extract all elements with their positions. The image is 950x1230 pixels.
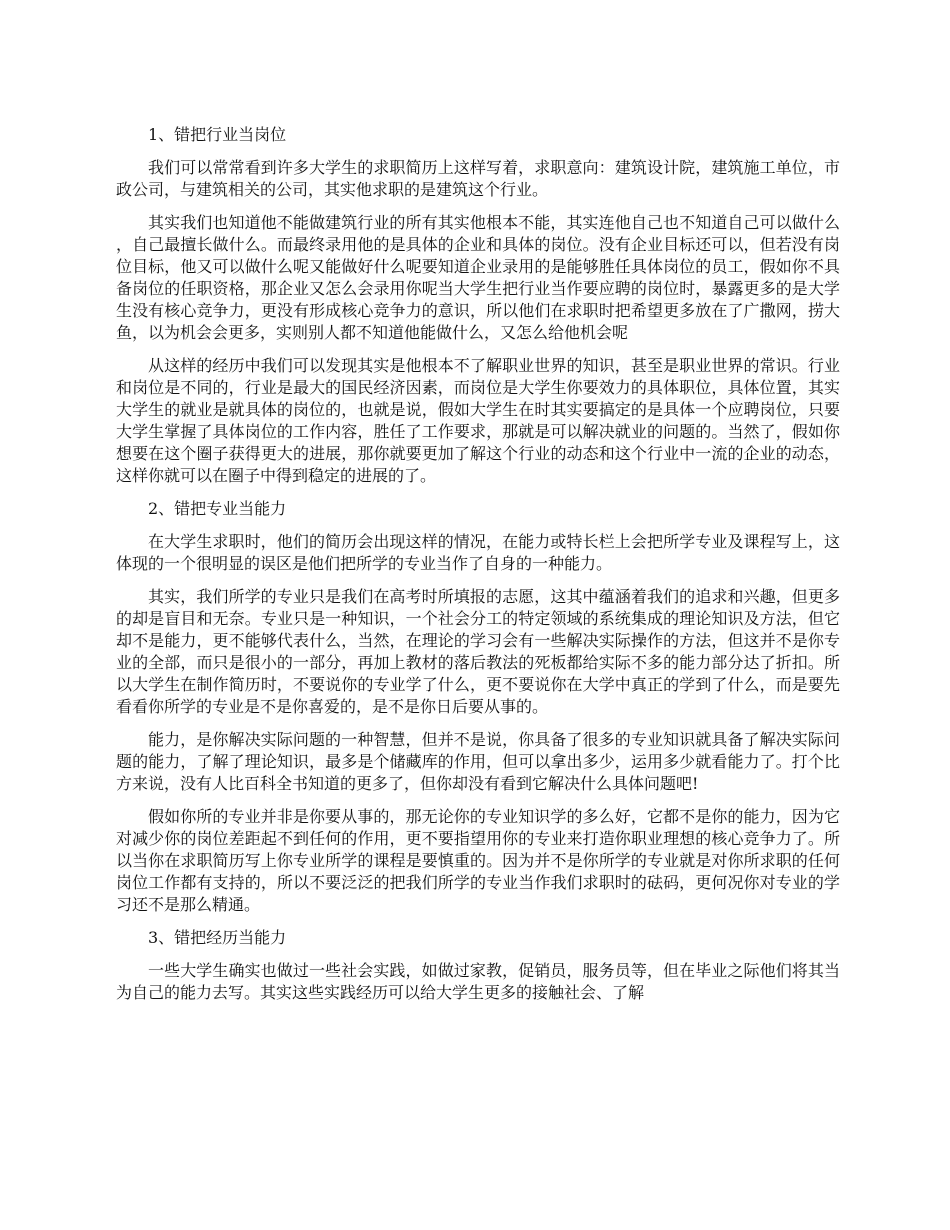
paragraph: 一些大学生确实也做过一些社会实践，如做过家教，促销员，服务员等，但在毕业之际他们将其当为自己的能力去写。其实这些实践经历可以给大学生更多的接触社会、了解: [116, 961, 840, 1002]
paragraph: 能力，是你解决实际问题的一种智慧，但并不是说，你具备了很多的专业知识就具备了解决实际问题的能力，了解了理论知识，最多是个储藏库的作用，但可以拿出多少，运用多少就看能力了。打个比方来说，没有人比百科全书知道的更多了，但你却没有看到它解决什么具体问题吧!: [116, 730, 840, 793]
paragraph: 假如你所的专业并非是你要从事的，那无论你的专业知识学的多么好，它都不是你的能力，因为它对减少你的岗位差距起不到任何的作用，更不要指望用你的专业来打造你职业理想的核心竞争力了。所以当你在求职简历写上你专业所学的课程是要慎重的。因为并不是你所学的专业就是对你所求职的任何岗位工作都有支持的，所以不要泛泛的把我们所学的专业当作我们求职时的砝码，更何况你对专业的学习还不是那么精通。: [116, 807, 840, 914]
paragraph: 我们可以常常看到许多大学生的求职简历上这样写着，求职意向：建筑设计院，建筑施工单位，市政公司，与建筑相关的公司，其实他求职的是建筑这个行业。: [116, 158, 840, 199]
section-heading-3: 3、错把经历当能力: [148, 928, 287, 947]
paragraph: 在大学生求职时，他们的简历会出现这样的情况，在能力或特长栏上会把所学专业及课程写上，这体现的一个很明显的误区是他们把所学的专业当作了自身的一种能力。: [116, 532, 840, 573]
section-heading-1: 1、错把行业当岗位: [148, 125, 287, 144]
document-page: [116, 124, 840, 1015]
paragraph: 其实我们也知道他不能做建筑行业的所有其实他根本不能，其实连他自己也不知道自己可以做什么，自己最擅长做什么。而最终录用他的是具体的企业和具体的岗位。没有企业目标还可以，但若没有岗位目标，他又可以做什么呢又能做好什么呢要知道企业录用的是能够胜任具体岗位的员工，假如你不具备岗位的任职资格，那企业又怎么会录用你呢当大学生把行业当作要应聘的岗位时，暴露更多的是大学生没有核心竞争力，更没有形成核心竞争力的意识，所以他们在求职时把希望更多放在了广撒网，捞大鱼，以为机会会更多，实则别人都不知道他能做什么，又怎么给他机会呢: [116, 213, 840, 342]
paragraph: 其实，我们所学的专业只是我们在高考时所填报的志愿，这其中蕴涵着我们的追求和兴趣，但更多的却是盲目和无奈。专业只是一种知识，一个社会分工的特定领域的系统集成的理论知识及方法，但它却不是能力，更不能够代表什么，当然，在理论的学习会有一些解决实际操作的方法，但这并不是你专业的全部，而只是很小的一部分，再加上教材的落后教法的死板都给实际不多的能力部分达了折扣。所以大学生在制作简历时，不要说你的专业学了什么，更不要说你在大学中真正的学到了什么，而是要先看看你所学的专业是不是你喜爱的，是不是你日后要从事的。: [116, 587, 840, 716]
paragraph: 从这样的经历中我们可以发现其实是他根本不了解职业世界的知识，甚至是职业世界的常识。行业和岗位是不同的，行业是最大的国民经济因素，而岗位是大学生你要效力的具体职位，具体位置，其实大学生的就业是就具体的岗位的，也就是说，假如大学生在时其实要搞定的是具体一个应聘岗位，只要大学生掌握了具体岗位的工作内容，胜任了工作要求，那就是可以解决就业的问题的。当然了，假如你想要在这个圈子获得更大的进展，那你就要更加了解这个行业的动态和这个行业中一流的企业的动态，这样你就可以在圈子中得到稳定的进展的了。: [116, 356, 840, 485]
section-heading-2: 2、错把专业当能力: [148, 499, 287, 518]
